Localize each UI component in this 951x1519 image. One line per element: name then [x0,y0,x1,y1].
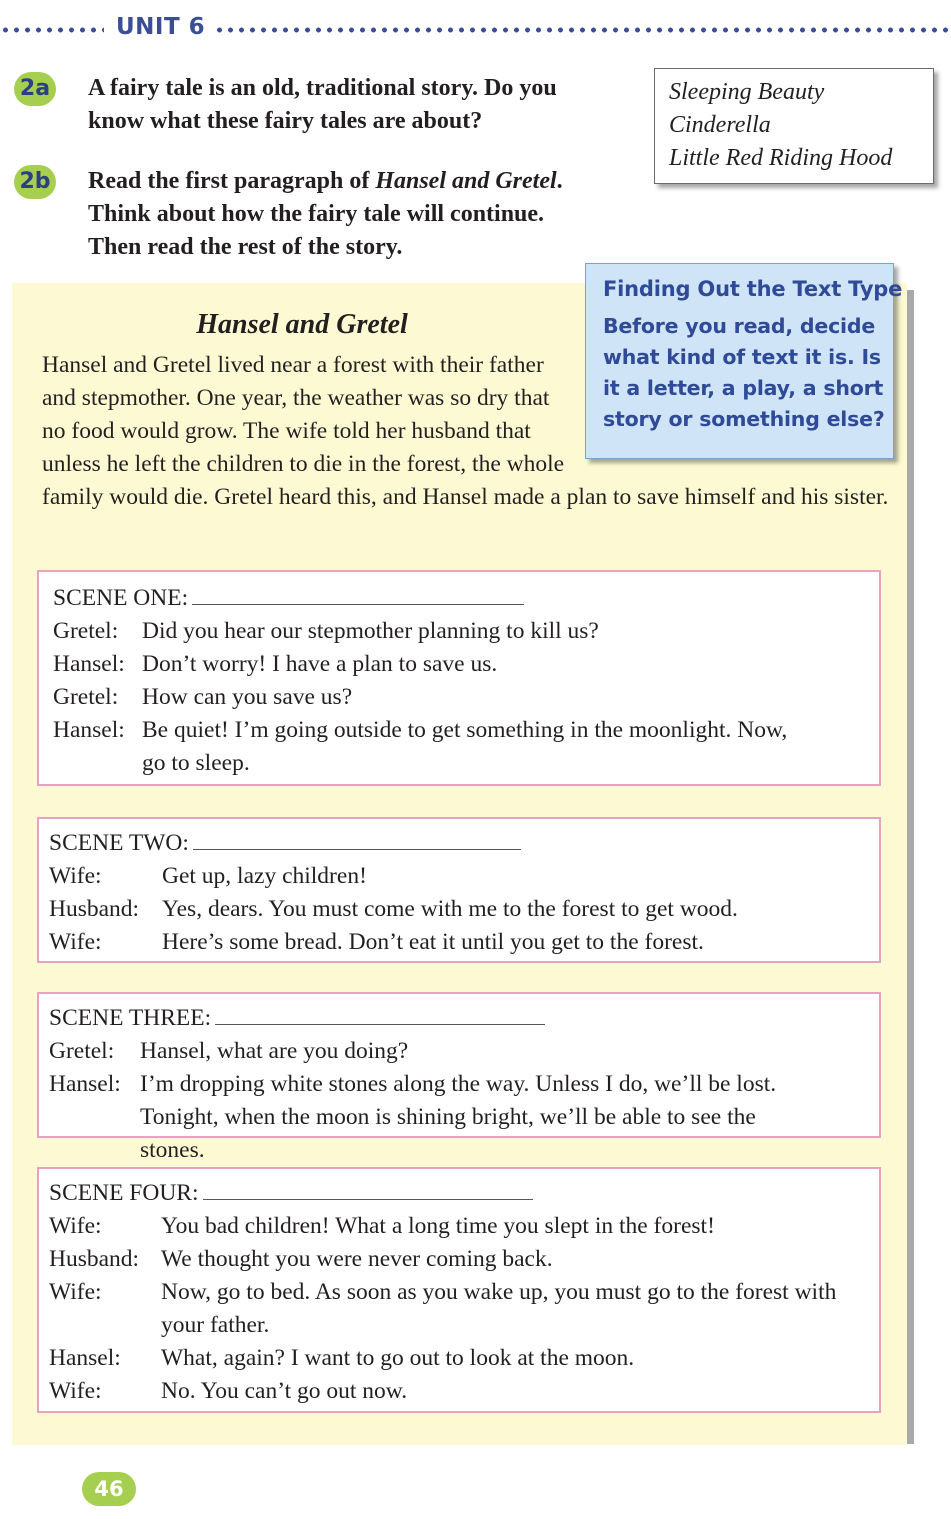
scene-heading: SCENE ONE: [53,585,189,611]
dialogue-line [49,860,879,893]
speaker-name: Wife: [49,1279,102,1305]
speech-text: Here’s some bread. Don’t eat it until you get to the forest. [162,929,704,955]
speaker-name: Hansel: [49,1071,121,1097]
header-dots-left [0,27,104,33]
page-number: 46 [82,1472,136,1506]
speaker-name: Wife: [49,1213,102,1239]
task-badge-2a: 2a [14,72,56,106]
speaker-name: Wife: [49,1378,102,1404]
dialogue-line [53,648,879,681]
story-paragraph-text: Hansel and Gretel lived near a forest with their father and stepmother. One year, the weather was so dry that no food would grow. The wife told her husband that unless he left the children to die in the forest, the whole family would die. Gretel heard this, and Hansel made a plan to save himself and his sister. [42,352,889,510]
dialogue-line [49,1375,879,1408]
dialogue-line [49,926,879,959]
speech-text: Now, go to bed. As soon as you wake up, you must go to the forest with your father. [161,1279,837,1338]
speech-text: Hansel, what are you doing? [140,1038,409,1064]
tip-body: Before you read, decide what kind of text it is. Is it a letter, a play, a short story or something else? [603,314,885,431]
scene-title-blank[interactable] [215,1003,545,1025]
task-2a-line-1: A fairy tale is an old, traditional story. Do you [88,75,557,101]
speaker-name: Hansel: [49,1345,121,1371]
speech-text: Did you hear our stepmother planning to kill us? [142,618,599,644]
dialogue-line [49,893,879,926]
speaker-name: Gretel: [53,684,119,710]
task-badge-2b: 2b [14,165,56,199]
scene-two-box [37,817,881,963]
task-2b-line-1-end: . [556,168,563,194]
text-type-tip-box [585,263,903,459]
scene-heading-row [49,827,879,860]
speech-text: Yes, dears. You must come with me to the forest to get wood. [162,896,738,922]
unit-header [0,14,951,44]
dialogue-line [49,1243,879,1276]
task-2b-line-1-start: Read the first paragraph of [88,168,376,194]
fairy-tale-item: Cinderella [669,112,771,138]
dialogue-line [49,1035,879,1068]
speech-text: Don’t worry! I have a plan to save us. [142,651,498,677]
scene-four-box [37,1167,881,1413]
task-2b-line-3: Then read the rest of the story. [88,234,403,260]
task-2b-line-1 [88,165,563,198]
scene-heading: SCENE TWO: [49,830,189,856]
scene-heading-row [49,1177,879,1210]
speaker-name: Husband: [49,896,140,922]
task-2b-instruction [88,165,563,264]
dialogue-line [49,1210,879,1243]
scene-title-blank[interactable] [193,828,521,850]
speaker-name: Wife: [49,863,102,889]
dialogue-line [53,615,879,648]
speaker-name: Hansel: [53,651,125,677]
task-2a-line-2: know what these fairy tales are about? [88,108,483,134]
scene-one-box [37,570,881,786]
speaker-name: Hansel: [53,717,125,743]
task-2a-instruction [88,72,557,138]
fairy-tale-list-box [654,68,934,184]
speech-text: Be quiet! I’m going outside to get something in the moonlight. Now, go to sleep. [142,717,788,776]
speaker-name: Husband: [49,1246,140,1272]
scene-title-blank[interactable] [192,583,524,605]
speech-text: We thought you were never coming back. [161,1246,553,1272]
unit-label: UNIT 6 [116,14,206,40]
dialogue-line [53,714,879,780]
scene-title-blank[interactable] [203,1178,533,1200]
scene-heading: SCENE FOUR: [49,1180,199,1206]
dialogue-line [53,681,879,714]
dialogue-line [49,1068,879,1167]
tip-title: Finding Out the Text Type [603,277,903,301]
panel-shadow [906,290,914,1444]
speech-text: What, again? I want to go out to look at the moon. [161,1345,635,1371]
dialogue-line [49,1276,879,1342]
scene-heading: SCENE THREE: [49,1005,212,1031]
speaker-name: Wife: [49,929,102,955]
speech-text: How can you save us? [142,684,353,710]
scene-three-box [37,992,881,1163]
scene-heading-row [53,582,879,615]
speaker-name: Gretel: [53,618,119,644]
speech-text: No. You can’t go out now. [161,1378,408,1404]
scene-heading-row [49,1002,879,1035]
speech-text: Get up, lazy children! [162,863,367,889]
dialogue-line [49,1342,879,1375]
story-title: Hansel and Gretel [196,309,408,340]
task-2b-line-2: Think about how the fairy tale will continue. [88,201,545,227]
task-2b-story-title: Hansel and Gretel [375,168,557,194]
header-dots-right [214,27,951,33]
speaker-name: Gretel: [49,1038,115,1064]
speech-text: You bad children! What a long time you slept in the forest! [161,1213,715,1239]
speech-text: I’m dropping white stones along the way. Unless I do, we’ll be lost. Tonight, when the moon is shining bright, we’ll be able to see the stones. [140,1071,777,1163]
fairy-tale-item: Little Red Riding Hood [669,145,893,171]
fairy-tale-item: Sleeping Beauty [669,79,825,105]
